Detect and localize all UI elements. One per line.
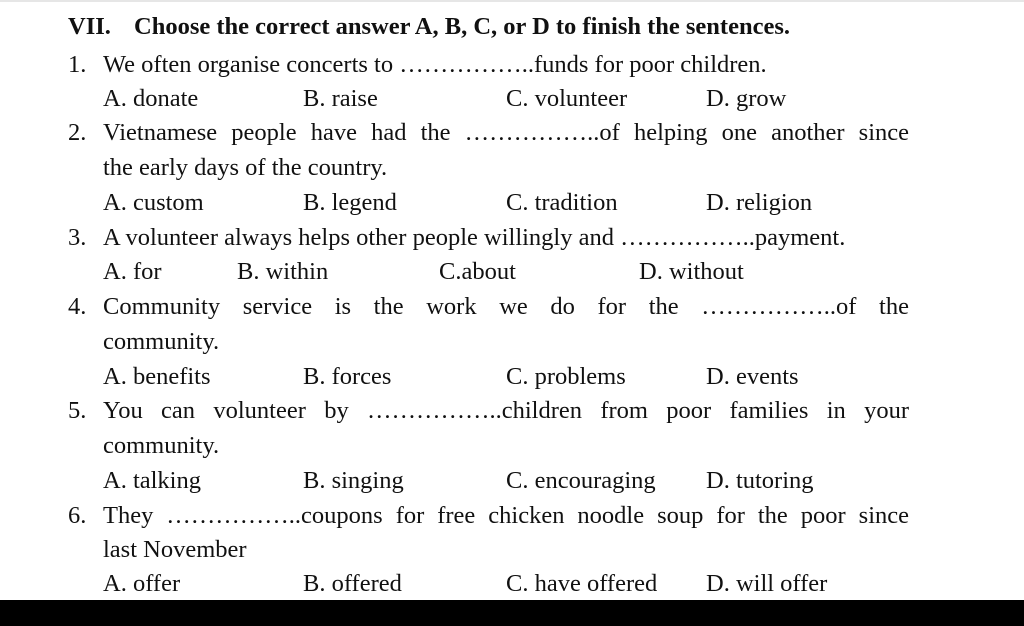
option-b: B. offered <box>303 570 402 597</box>
option-a: A. donate <box>103 85 199 112</box>
section-number: VII. <box>68 13 111 40</box>
question-number: 5. <box>68 397 87 424</box>
section-instruction: Choose the correct answer A, B, C, or D to finish the sentences. <box>134 13 790 40</box>
question-text: A volunteer always helps other people willingly and ……………..payment. <box>103 224 846 251</box>
bottom-black-bar <box>0 600 1024 626</box>
option-c: C. have offered <box>506 570 658 597</box>
option-a: A. benefits <box>103 363 211 390</box>
option-c: C. problems <box>506 363 626 390</box>
question-text-continued: last November <box>103 536 247 563</box>
question-text-continued: community. <box>103 328 220 355</box>
question-number: 2. <box>68 119 87 146</box>
option-a: A. talking <box>103 467 201 494</box>
question-text: They ……………..coupons for free chicken noodle soup for the poor since <box>103 502 909 529</box>
question-number: 3. <box>68 224 87 251</box>
question-text-continued: community. <box>103 432 220 459</box>
option-a: A. custom <box>103 189 204 216</box>
question-text: Vietnamese people have had the ……………..of helping one another since <box>103 119 909 146</box>
question-number: 4. <box>68 293 87 320</box>
option-d: D. grow <box>706 85 787 112</box>
option-d: D. tutoring <box>706 467 814 494</box>
question-text: We often organise concerts to ……………..funds for poor children. <box>103 51 767 78</box>
question-text-continued: the early days of the country. <box>103 154 388 181</box>
top-edge <box>0 0 1024 2</box>
option-d: D. events <box>706 363 799 390</box>
option-b: B. raise <box>303 85 378 112</box>
question-number: 6. <box>68 502 87 529</box>
option-b: B. singing <box>303 467 404 494</box>
option-b: B. within <box>237 258 329 285</box>
question-number: 1. <box>68 51 87 78</box>
option-d: D. without <box>639 258 744 285</box>
option-a: A. for <box>103 258 162 285</box>
question-text: You can volunteer by ……………..children from poor families in your <box>103 397 909 424</box>
option-d: D. religion <box>706 189 813 216</box>
option-d: D. will offer <box>706 570 828 597</box>
option-b: B. legend <box>303 189 397 216</box>
option-b: B. forces <box>303 363 392 390</box>
option-c: C.about <box>439 258 516 285</box>
option-c: C. volunteer <box>506 85 628 112</box>
option-c: C. tradition <box>506 189 618 216</box>
section-heading <box>68 13 790 41</box>
question-text: Community service is the work we do for the ……………..of the <box>103 293 909 320</box>
option-c: C. encouraging <box>506 467 656 494</box>
option-a: A. offer <box>103 570 181 597</box>
